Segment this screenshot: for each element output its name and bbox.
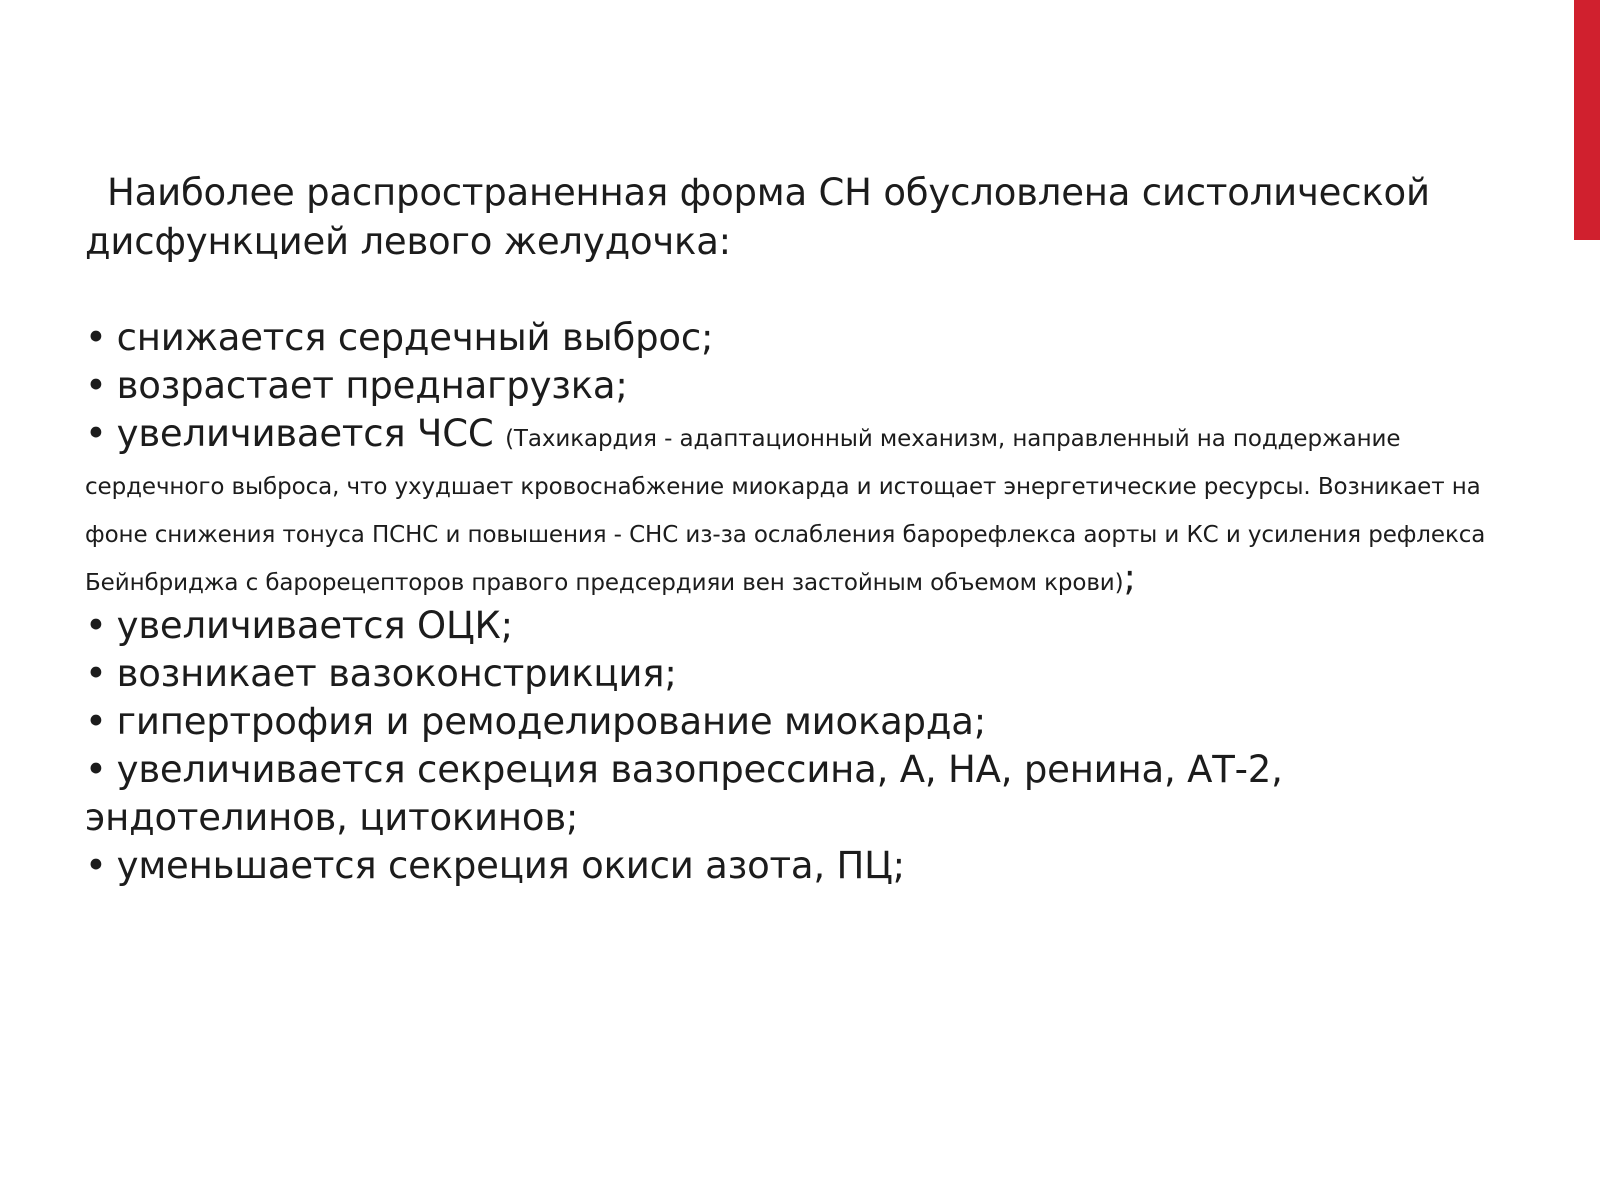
bullet-text: увеличивается ОЦК; <box>116 604 513 647</box>
bullet-text: увеличивается ЧСС <box>116 412 494 455</box>
bullet-text: увеличивается секреция вазопрессина, А, НА, ренина, АТ-2, эндотелинов, цитокинов; <box>85 748 1283 839</box>
bullet-tail: ; <box>1123 556 1136 599</box>
bullet-text: возрастает преднагрузка; <box>116 364 628 407</box>
slide-body <box>85 168 1525 890</box>
accent-bar <box>1574 0 1600 240</box>
intro-paragraph: Наиболее распространенная форма СН обусловлена систолической дисфункцией левого желудочка: <box>85 171 1430 263</box>
bullet-item-secretion-decrease <box>85 842 1525 890</box>
bullet-list <box>85 314 1525 890</box>
bullet-item-secretion-increase <box>85 746 1525 842</box>
bullet-marker: • <box>85 316 107 359</box>
bullet-item-cardiac-output <box>85 314 1525 362</box>
bullet-item-vasoconstriction <box>85 650 1525 698</box>
bullet-marker: • <box>85 652 107 695</box>
bullet-item-preload <box>85 362 1525 410</box>
bullet-text: уменьшается секреция окиси азота, ПЦ; <box>116 844 905 887</box>
bullet-marker: • <box>85 700 107 743</box>
bullet-item-blood-volume <box>85 602 1525 650</box>
bullet-marker: • <box>85 844 107 887</box>
bullet-marker: • <box>85 604 107 647</box>
bullet-item-heart-rate <box>85 410 1525 602</box>
bullet-text: возникает вазоконстрикция; <box>116 652 677 695</box>
bullet-item-hypertrophy <box>85 698 1525 746</box>
bullet-note: (Тахикардия - адаптационный механизм, направленный на поддержание сердечного выброса, что ухудшает кровоснабжение миокарда и истощает энергетические ресурсы. Возникает на фоне снижения тонуса ПСНС и повышения - СНС из-за ослабления барорефлекса аорты и КС и усиления рефлекса Бейнбриджа с барорецепторов правого предсердияи вен застойным объемом крови) <box>85 426 1486 596</box>
bullet-text: снижается сердечный выброс; <box>116 316 714 359</box>
bullet-marker: • <box>85 748 107 791</box>
bullet-marker: • <box>85 364 107 407</box>
bullet-text: гипертрофия и ремоделирование миокарда; <box>116 700 986 743</box>
bullet-marker: • <box>85 412 107 455</box>
